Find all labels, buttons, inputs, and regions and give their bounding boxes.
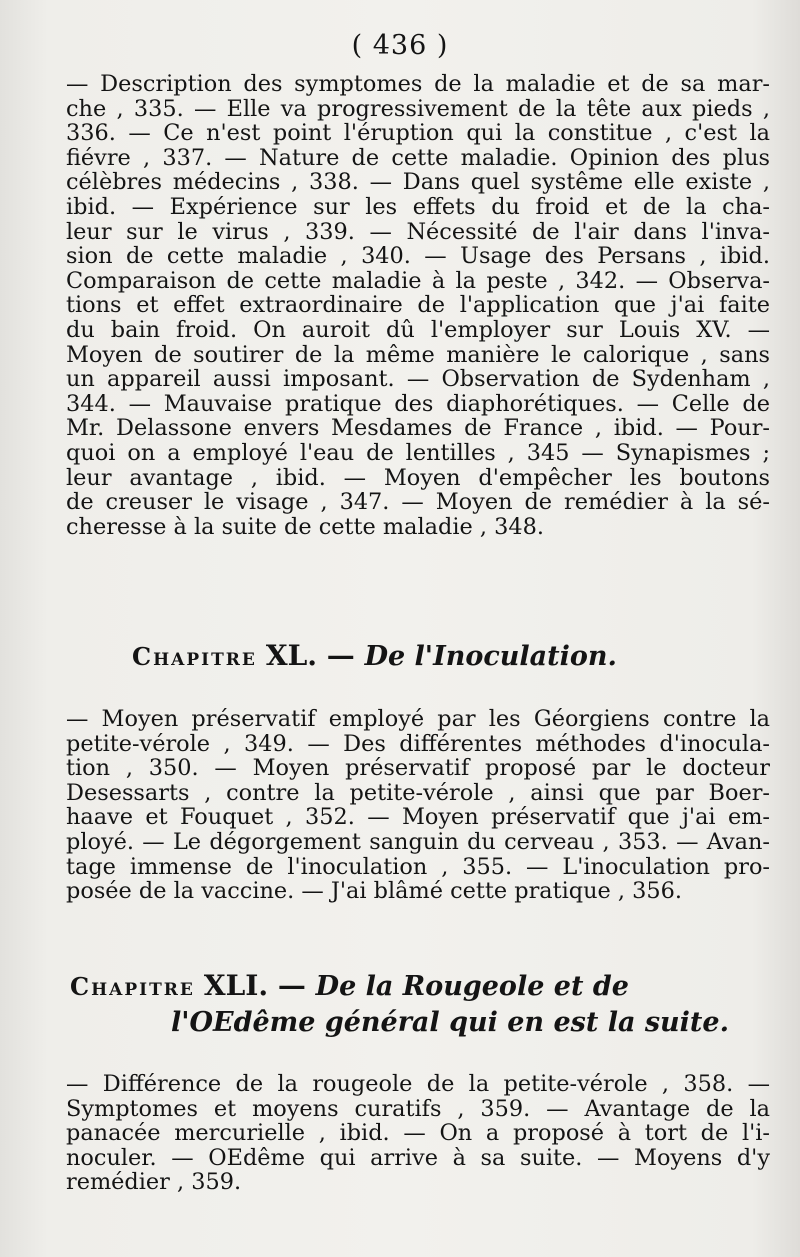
text-line: quoi on a employé l'eau de lentilles , 345 — Synapismes ; [66,439,770,466]
text-line: leur sur le virus , 339. — Nécessité de l'air dans l'inva- [66,218,770,245]
text-line: tions et effet extraordinaire de l'application que j'ai faite [66,292,770,319]
text-line: 344. — Mauvaise pratique des diaphorétiques. — Celle de [66,390,770,417]
text-line: — Description des symptomes de la maladie et de sa mar- [66,71,770,97]
chapter-41-heading [70,968,770,1041]
text-line: che , 335. — Elle va progressivement de la tête aux pieds , [66,95,770,122]
text-line: leur avantage , ibid. — Moyen d'empêcher les boutons [66,464,770,491]
page-number: ( 436 ) [351,30,449,61]
text-line: tion , 350. — Moyen préservatif proposé par le docteur [66,755,770,782]
text-line: haave et Fouquet , 352. — Moyen préservatif que j'ai em- [66,804,770,831]
chapter-40-summary [66,707,770,904]
text-line: petite-vérole , 349. — Des différentes méthodes d'inocula- [66,730,770,757]
chapter-title-continued: l'OEdême général qui en est la suite. [171,1007,729,1038]
text-line: sion de cette maladie , 340. — Usage des Persans , ibid. [66,243,770,270]
chapter-title: De la Rougeole et de [315,971,629,1002]
text-line: de creuser le visage , 347. — Moyen de remédier à la sé- [66,489,770,516]
chapter-39-summary [66,72,770,539]
chapter-number: XLI. [203,969,269,1002]
heading-dash: — [268,969,316,1002]
text-line: fiévre , 337. — Nature de cette maladie. Opinion des plus [66,144,770,171]
text-line: 336. — Ce n'est point l'éruption qui la constitue , c'est la [66,120,770,147]
text-line: célèbres médecins , 338. — Dans quel systême elle existe , [66,169,770,196]
text-line: ibid. — Expérience sur les effets du froid et de la cha- [66,193,770,220]
text-line: noculer. — OEdême qui arrive à sa suite. — Moyens d'y [66,1144,770,1171]
chapter-label: Chapitre [132,642,257,671]
chapter-label: Chapitre [70,972,195,1001]
text-line: cheresse à la suite de cette maladie , 348. [66,513,544,540]
text-line: — Moyen préservatif employé par les Géorgiens contre la [66,706,770,732]
chapter-title: De l'Inoculation. [364,641,617,672]
heading-dash: — [317,639,365,672]
text-line: panacée mercurielle , ibid. — On a proposé à tort de l'i- [66,1120,770,1147]
text-line: — Différence de la rougeole de la petite-vérole , 358. — [66,1071,770,1097]
text-line: Symptomes et moyens curatifs , 359. — Avantage de la [66,1095,770,1122]
text-line: posée de la vaccine. — J'ai blâmé cette pratique , 356. [66,878,683,905]
chapter-number: XL. [265,639,318,672]
text-line: un appareil aussi imposant. — Observation de Sydenham , [66,366,770,393]
text-line: Comparaison de cette maladie à la peste , 342. — Observa- [66,267,770,294]
chapter-41-summary [66,1072,770,1195]
text-line: Moyen de soutirer de la même manière le calorique , sans [66,341,770,368]
text-line: tage immense de l'inoculation , 355. — L'inoculation pro- [66,853,770,880]
chapter-40-heading [132,638,732,675]
text-line: ployé. — Le dégorgement sanguin du cerveau , 353. — Avan- [66,828,770,855]
text-line: remédier , 359. [66,1169,242,1196]
text-line: du bain froid. On auroit dû l'employer sur Louis XV. — [66,316,770,343]
text-line: Desessarts , contre la petite-vérole , ainsi que par Boer- [66,779,770,806]
text-line: Mr. Delassone envers Mesdames de France , ibid. — Pour- [66,415,770,442]
